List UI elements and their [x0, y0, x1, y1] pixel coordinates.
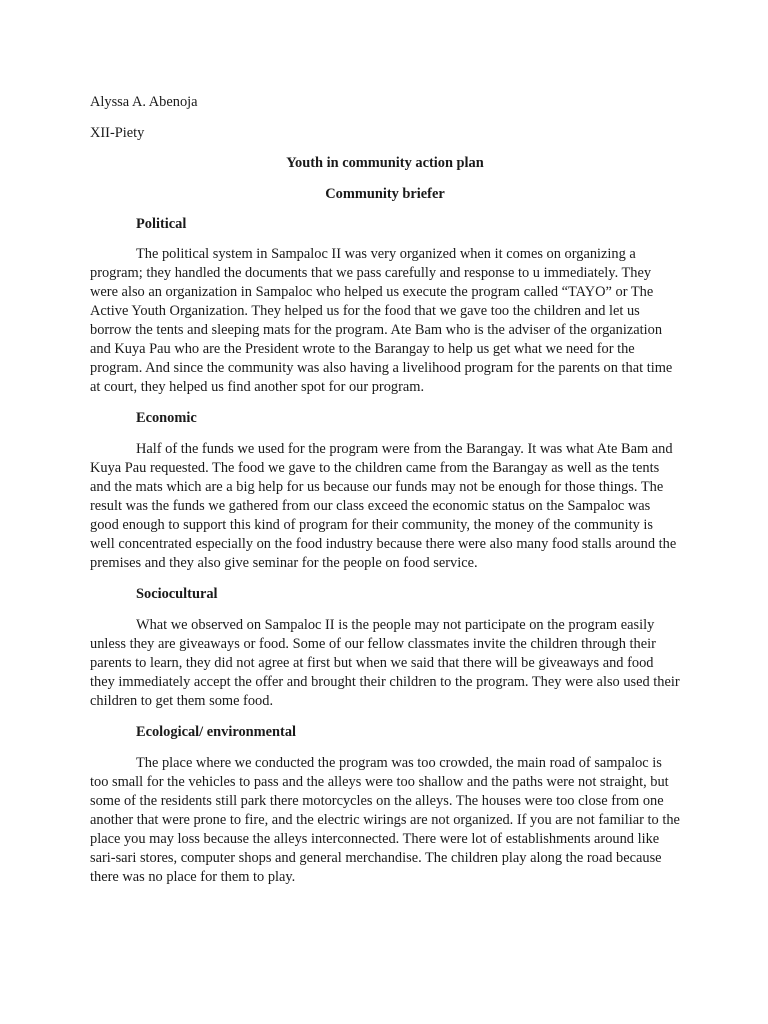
section-body-sociocultural: What we observed on Sampaloc II is the people may not participate on the program easily unless they are giveaways or food. Some of our fellow classmates invite the children through their parents to learn, they did not agree at first but when we said that there will be giveaways and food they immediately accept the offer and brought their children to the program. They were also used their children to get them some food. [90, 617, 680, 709]
section-heading-sociocultural: Sociocultural [136, 586, 218, 602]
section-body-ecological: The place where we conducted the program was too crowded, the main road of sampaloc is too small for the vehicles to pass and the alleys were too shallow and the paths were not straight, but some of the residents still park there motorcycles on the alleys. The houses were too close from one another that were prone to fire, and the electric wirings are not organized. If you are not familiar to the place you may loss because the alleys interconnected. There were lot of establishments around like sari-sari stores, computer shops and general merchandise. The children play along the road because there was no place for them to play. [90, 755, 680, 885]
section-heading-political: Political [136, 216, 187, 232]
section-heading-ecological: Ecological/ environmental [136, 724, 297, 740]
document-page [90, 93, 680, 887]
student-section: XII-Piety [90, 125, 145, 141]
section-body-political: The political system in Sampaloc II was very organized when it comes on organizing a program; they handled the documents that we pass carefully and response to u immediately. They were also an organization in Sampaloc who helped us execute the program called “TAYO” or The Active Youth Organization. They helped us for the food that we gave too the children and let us borrow the tents and sleeping mats for the program. Ate Bam who is the adviser of the organization and Kuya Pau who are the President wrote to the Barangay to help us get what we need for the program. And since the community was also having a livelihood program for the parents on that time at court, they helped us find another spot for our program. [90, 246, 673, 395]
section-heading-economic: Economic [136, 410, 197, 426]
document-subtitle: Community briefer [325, 186, 445, 202]
section-body-economic: Half of the funds we used for the program were from the Barangay. It was what Ate Bam and Kuya Pau requested. The food we gave to the children came from the Barangay as well as the tents and the mats which are a big help for us because our funds may not be enough for those things. The result was the funds we gathered from our class exceed the economic status on the Sampaloc was good enough to support this kind of program for their community, the money of the community is well concentrated especially on the food industry because there were also many food stalls around the premises and they also give seminar for the people on food service. [90, 441, 677, 571]
document-title: Youth in community action plan [286, 155, 484, 171]
author-name: Alyssa A. Abenoja [90, 94, 198, 110]
